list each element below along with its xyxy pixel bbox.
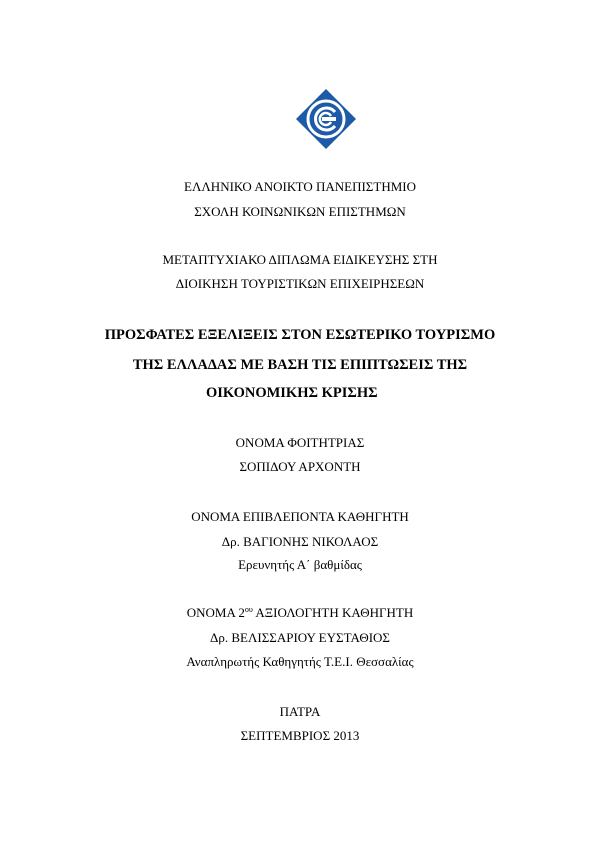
student-label: ΟΝΟΜΑ ΦΟΙΤΗΤΡΙΑΣ — [235, 435, 365, 450]
supervisor-label: ΟΝΟΜΑ ΕΠΙΒΛΕΠΟΝΤΑ ΚΑΘΗΓΗΤΗ — [191, 509, 409, 524]
student-name: ΣΟΠΙΔΟΥ ΑΡΧΟΝΤΗ — [239, 459, 361, 474]
program-line-2: ΔΙΟΙΚΗΣΗ ΤΟΥΡΙΣΤΙΚΩΝ ΕΠΙΧΕΙΡΗΣΕΩΝ — [175, 276, 425, 291]
thesis-title-line-3: ΟΙΚΟΝΟΜΙΚΗΣ ΚΡΙΣΗΣ — [206, 385, 378, 401]
university-name: ΕΛΛΗΝΙΚΟ ΑΝΟΙΚΤΟ ΠΑΝΕΠΙΣΤΗΜΙΟ — [184, 179, 416, 194]
supervisor-role: Ερευνητής Α΄ βαθμίδας — [238, 557, 362, 572]
second-examiner-role: Αναπληρωτής Καθηγητής Τ.Ε.Ι. Θεσσαλίας — [186, 654, 414, 669]
date: ΣΕΠΤΕΜΒΡΙΟΣ 2013 — [240, 728, 360, 743]
program-line-1: ΜΕΤΑΠΤΥΧΙΑΚΟ ΔΙΠΛΩΜΑ ΕΙΔΙΚΕΥΣΗΣ ΣΤΗ — [162, 252, 438, 267]
place: ΠΑΤΡΑ — [279, 704, 321, 719]
university-logo — [295, 88, 357, 150]
second-examiner-name: Δρ. ΒΕΛΙΣΣΑΡΙΟΥ ΕΥΣΤΑΘΙΟΣ — [209, 630, 390, 645]
thesis-title-line-2: ΤΗΣ ΕΛΛΑΔΑΣ ΜΕ ΒΑΣΗ ΤΙΣ ΕΠΙΠΤΩΣΕΙΣ ΤΗΣ — [132, 357, 468, 373]
school-name: ΣΧΟΛΗ ΚΟΙΝΩΝΙΚΩΝ ΕΠΙΣΤΗΜΩΝ — [194, 204, 406, 219]
supervisor-name: Δρ. ΒΑΓΙΟΝΗΣ ΝΙΚΟΛΑΟΣ — [221, 534, 379, 549]
thesis-title-line-1: ΠΡΟΣΦΑΤΕΣ ΕΞΕΛΙΞΕΙΣ ΣΤΟΝ ΕΣΩΤΕΡΙΚΟ ΤΟΥΡΙΣΜΟ — [104, 327, 496, 343]
second-examiner-label: ΟΝΟΜΑ $2^{o\upsilon}$ ΑΞΙΟΛΟΓΗΤΗ ΚΑΘΗΓΗΤΗ — [186, 605, 414, 620]
